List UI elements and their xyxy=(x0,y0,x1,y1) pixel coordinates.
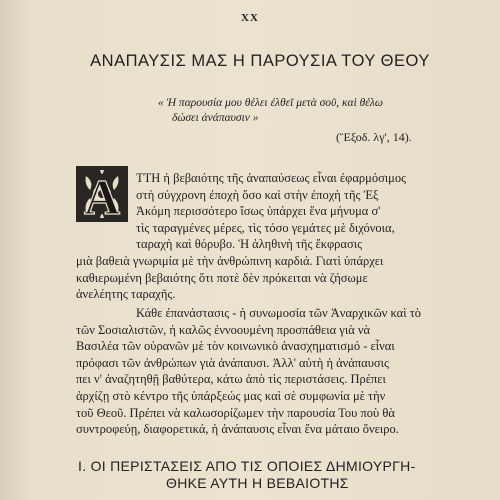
paragraph-1 xyxy=(76,170,456,303)
text-line: πρόφασι τῶν ἀνθρώπων γιὰ ἀνάπαυσι. Ἀλλ' αὐτὴ ἡ ἀνάπαυσις xyxy=(76,355,389,370)
chapter-title: ΑΝΑΠΑΥΣΙΣ ΜΑΣ Η ΠΑΡΟΥΣΙΑ ΤΟΥ ΘΕΟΥ xyxy=(90,52,430,70)
text-line: τὶς ταραγμένες μέρες, τὶς τόσο γεμάτες μὲ διχόνοια, xyxy=(136,220,395,235)
epigraph-reference: (Ἔξοδ. λγ', 14). xyxy=(336,130,412,144)
chapter-number: XX xyxy=(241,12,259,24)
epigraph xyxy=(158,96,458,126)
text-line: ἀνελέητης ταραχῆς. xyxy=(76,287,176,302)
text-line: συντροφεύῃ, διαφορετικά, ἡ ἀνάπαυσις εἶναι ἕνα μάταιο ὄνειρο. xyxy=(76,422,399,437)
epigraph-line-1: « Ἡ παρουσία μου θέλει ἐλθεῖ μετὰ σοῦ, καὶ θέλω xyxy=(158,97,383,109)
text-line: ταραχὴ καὶ θόρυβο. Ἡ ἀληθινὴ τῆς ἔκφρασις xyxy=(136,237,363,252)
text-line: καθιερωμένη βεβαιότης ὅτι ποτὲ δὲν πρόκειται νὰ ζήσωμε xyxy=(76,270,368,285)
text-line: ἀρχίζῃ στὸ κέντρο τῆς ὑπάρξεώς μας καὶ σὲ συμφωνία μὲ τὴν xyxy=(76,388,386,403)
text-line: τῶν Σοσιαλιστῶν, ἡ καλῶς ἐννοουμένη προσπάθεια γιὰ νὰ xyxy=(76,322,371,337)
text-line: μιὰ βαθειὰ γνωριμία μὲ τὴν ἀνθρώπινη καρδιά. Γιατὶ ὑπάρχει xyxy=(76,253,384,268)
text-line: τοῦ Θεοῦ. Πρέπει νὰ καλωσορίζωμεν τὴν παρουσία Του ποὺ θὰ xyxy=(76,405,395,420)
text-line: ΤΤΗ ἡ βεβαιότης τῆς ἀναπαύσεως εἶναι ἐφαρμόσιμος xyxy=(136,171,407,185)
section-heading-line-2: ΘΗΚΕ ΑΥΤΗ Η ΒΕΒΑΙΟΤΗΣ xyxy=(166,475,349,491)
text-line: Βασιλέα τῶν οὐρανῶν μὲ τὸν κοινωνικὸ ἀνασχηματισμό - εἶναι xyxy=(76,339,395,354)
epigraph-line-2: δώσει ἀνάπαυσιν » xyxy=(172,112,259,124)
section-heading-line-1: Ι. ΟΙ ΠΕΡΙΣΤΑΣΕΙΣ ΑΠΟ ΤΙΣ ΟΠΟΙΕΣ ΔΗΜΙΟΥΡΓΗ- xyxy=(78,458,416,474)
text-line: Ἀκόμη περισσότερο ἴσως ὑπάρχει ἕνα μήνυμα σ' xyxy=(136,204,381,219)
text-line: Κάθε ἐπανάστασις - ἡ συνωμοσία τῶν Ἀναρχικῶν καὶ τὸ xyxy=(136,306,421,320)
text-line: στὴ σύγχρονη ἐποχὴ ὅσο καὶ στὴν ἐποχὴ τῆς Ἐξ xyxy=(136,187,379,202)
drop-cap-letter: Α xyxy=(83,169,121,222)
text-line: πει ν' ἀναζητηθῇ βαθύτερα, κάτω ἀπὸ τὶς περιστάσεις. Πρέπει xyxy=(76,372,386,387)
section-heading xyxy=(78,458,478,492)
paragraph-2 xyxy=(76,305,456,438)
